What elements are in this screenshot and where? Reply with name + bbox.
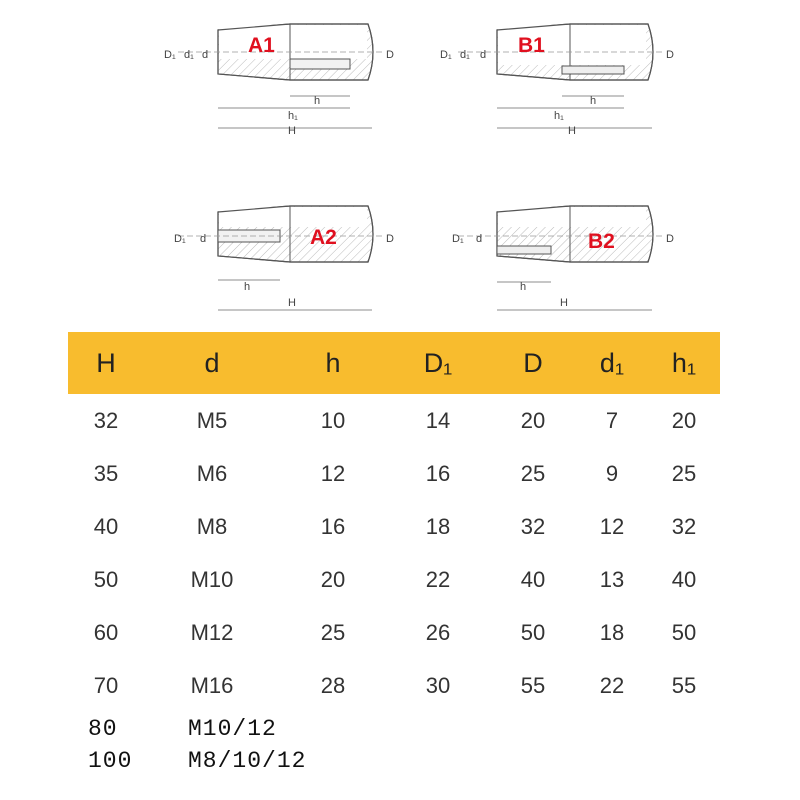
table-cell: 12 <box>320 460 346 486</box>
table-cell: 55 <box>671 672 697 698</box>
drawing-a1 <box>164 24 394 137</box>
table-cell: 28 <box>320 672 346 698</box>
table-row <box>68 394 720 447</box>
table-cell: M6 <box>196 460 228 486</box>
table-cell: 70 <box>93 672 119 698</box>
table-cell: 18 <box>425 513 451 539</box>
table-cell: 22 <box>599 672 625 698</box>
svg-text:H: H <box>288 125 296 137</box>
table-cell: 55 <box>520 672 546 698</box>
table-cell: M12 <box>190 619 234 645</box>
table-cell: M10 <box>190 566 234 592</box>
table-cell: 50 <box>671 619 697 645</box>
drawing-a2 <box>174 206 394 310</box>
drawing-b2 <box>452 206 674 310</box>
table-cell: 40 <box>93 513 119 539</box>
extra-d: M8/10/12 <box>188 748 307 774</box>
table-cell: 32 <box>520 513 546 539</box>
svg-text:d₁: d₁ <box>460 49 470 61</box>
table-cell: 30 <box>425 672 451 698</box>
extra-h: 80 <box>88 716 118 742</box>
technical-drawings <box>0 0 800 320</box>
table-row <box>68 606 720 659</box>
drawing-label: B1 <box>518 34 545 57</box>
table-cell: 22 <box>425 566 451 592</box>
svg-text:D: D <box>666 49 674 61</box>
table-cell: 40 <box>520 566 546 592</box>
drawing-label: A1 <box>248 34 275 57</box>
table-cell: M16 <box>190 672 234 698</box>
table-cell: 26 <box>425 619 451 645</box>
table-cell: M5 <box>196 407 228 433</box>
table-cell: 25 <box>671 460 697 486</box>
table-row <box>68 553 720 606</box>
table-cell: 25 <box>520 460 546 486</box>
table-cell: 20 <box>671 407 697 433</box>
extra-h: 100 <box>88 748 133 774</box>
table-body <box>68 394 720 712</box>
table-cell: 18 <box>599 619 625 645</box>
table-cell: M8 <box>196 513 228 539</box>
thread-bore <box>290 59 350 69</box>
svg-text:h₁: h₁ <box>554 110 564 122</box>
table-cell: 40 <box>671 566 697 592</box>
table-cell: 7 <box>605 407 619 433</box>
table-cell: 16 <box>320 513 346 539</box>
header-d: d <box>204 347 220 378</box>
table-cell: 50 <box>93 566 119 592</box>
thread-insert <box>562 66 624 74</box>
svg-text:D: D <box>386 233 394 245</box>
header-d1: d₁ <box>599 347 625 378</box>
handle-body-fill <box>219 25 367 59</box>
table-cell: 32 <box>671 513 697 539</box>
table-row <box>68 500 720 553</box>
svg-text:d: d <box>476 233 483 245</box>
table-row <box>68 659 720 712</box>
spec-table <box>68 332 720 712</box>
drawing-label: A2 <box>310 226 337 249</box>
svg-text:D: D <box>386 49 394 61</box>
header-h-total: H <box>96 347 116 378</box>
svg-text:D₁: D₁ <box>164 49 176 61</box>
svg-text:h: h <box>314 95 321 107</box>
table-cell: 32 <box>93 407 119 433</box>
svg-text:d₁: d₁ <box>184 49 194 61</box>
table-header <box>68 332 720 394</box>
svg-text:h: h <box>244 281 251 293</box>
table-row <box>68 447 720 500</box>
table-cell: 60 <box>93 619 119 645</box>
svg-text:H: H <box>568 125 576 137</box>
svg-text:d: d <box>480 49 487 61</box>
extra-row <box>88 716 277 742</box>
svg-text:h₁: h₁ <box>288 110 298 122</box>
svg-text:H: H <box>288 297 296 309</box>
table-cell: 16 <box>425 460 451 486</box>
header-h1: h₁ <box>671 347 697 378</box>
header-h: h <box>325 347 341 378</box>
svg-text:D₁: D₁ <box>452 233 464 245</box>
svg-text:d: d <box>202 49 209 61</box>
svg-text:D₁: D₁ <box>440 49 452 61</box>
svg-text:h: h <box>590 95 597 107</box>
extra-d: M10/12 <box>188 716 277 742</box>
header-d1-upper: D₁ <box>423 347 453 378</box>
svg-text:H: H <box>560 297 568 309</box>
drawing-b1 <box>440 24 674 137</box>
table-cell: 25 <box>320 619 346 645</box>
header-d-upper: D <box>523 347 543 378</box>
table-cell: 13 <box>599 566 625 592</box>
drawing-label: B2 <box>588 230 615 253</box>
svg-text:D₁: D₁ <box>174 233 186 245</box>
table-cell: 35 <box>93 460 119 486</box>
table-cell: 50 <box>520 619 546 645</box>
svg-text:h: h <box>520 281 527 293</box>
svg-text:d: d <box>200 233 207 245</box>
table-cell: 14 <box>425 407 451 433</box>
table-cell: 20 <box>520 407 546 433</box>
svg-text:D: D <box>666 233 674 245</box>
table-cell: 20 <box>320 566 346 592</box>
extra-row <box>88 748 306 774</box>
table-cell: 10 <box>320 407 346 433</box>
table-cell: 12 <box>599 513 625 539</box>
table-cell: 9 <box>605 460 619 486</box>
